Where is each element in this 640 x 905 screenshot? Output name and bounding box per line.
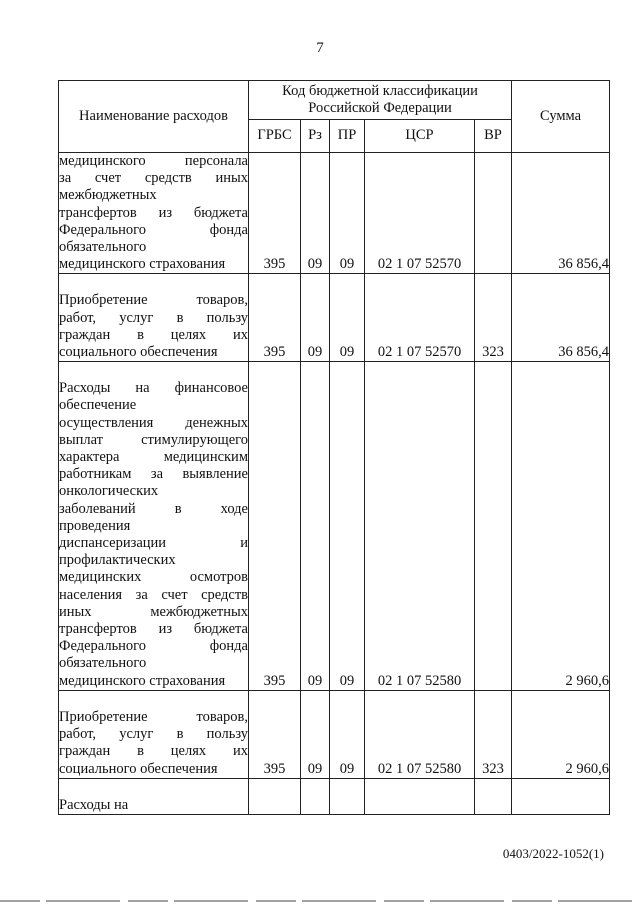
expense-name-line: за счет средств иных bbox=[59, 170, 248, 187]
table-row bbox=[59, 153, 610, 274]
csr-cell: 02 1 07 52580 bbox=[365, 690, 475, 778]
grbs-cell: 395 bbox=[249, 153, 301, 274]
expense-name-cell bbox=[59, 690, 249, 778]
grbs-cell: 395 bbox=[249, 274, 301, 362]
rz-cell: 09 bbox=[301, 153, 330, 274]
expense-name-line: медицинского персонала bbox=[59, 153, 248, 169]
expense-name-line: работ, услуг в пользу bbox=[59, 726, 248, 743]
table-row bbox=[59, 690, 610, 778]
expense-name-line: социального обеспечения bbox=[59, 344, 218, 361]
header-budget-code-line2: Российской Федерации bbox=[308, 100, 452, 116]
csr-cell: 02 1 07 52580 bbox=[365, 362, 475, 691]
csr-cell bbox=[365, 778, 475, 814]
scan-artifact-line bbox=[0, 900, 640, 902]
expense-name-line: обязательного bbox=[59, 239, 147, 256]
pr-cell: 09 bbox=[330, 153, 365, 274]
header-csr: ЦСР bbox=[365, 120, 475, 153]
header-budget-code-line1: Код бюджетной классификации bbox=[282, 83, 478, 99]
budget-table bbox=[58, 80, 610, 815]
expense-name-line: населения за счет средств bbox=[59, 586, 248, 603]
table-row bbox=[59, 362, 610, 691]
rz-cell: 09 bbox=[301, 274, 330, 362]
vr-cell: 323 bbox=[475, 274, 512, 362]
expense-name-line: Расходы на финансовое bbox=[59, 380, 248, 397]
sum-cell: 36 856,4 bbox=[512, 274, 610, 362]
pr-cell: 09 bbox=[330, 274, 365, 362]
expense-name-line: обеспечение bbox=[59, 397, 137, 414]
expense-name-line: характера медицинским bbox=[59, 449, 248, 466]
expense-name-line: онкологических bbox=[59, 483, 159, 500]
expense-name-line: граждан в целях их bbox=[59, 326, 248, 343]
sum-cell bbox=[512, 778, 610, 814]
table-row bbox=[59, 274, 610, 362]
expense-name-line: выплат стимулирующего bbox=[59, 431, 248, 448]
expense-name-cell bbox=[59, 778, 249, 814]
expense-name-line: работникам за выявление bbox=[59, 466, 248, 483]
expense-name-line: трансфертов из бюджета bbox=[59, 621, 248, 638]
sum-cell: 36 856,4 bbox=[512, 153, 610, 274]
row-spacer bbox=[59, 274, 248, 292]
sum-cell: 2 960,6 bbox=[512, 690, 610, 778]
expense-name-line: осуществления денежных bbox=[59, 414, 248, 431]
expense-name-line: медицинских осмотров bbox=[59, 569, 248, 586]
document-code: 0403/2022-1052(1) bbox=[502, 846, 604, 861]
table-row bbox=[59, 778, 610, 814]
rz-cell: 09 bbox=[301, 690, 330, 778]
expense-name-line: Приобретение товаров, bbox=[59, 292, 248, 309]
expense-name-cell bbox=[59, 274, 249, 362]
expense-name-line: Федерального фонда bbox=[59, 638, 248, 655]
vr-cell bbox=[475, 153, 512, 274]
expense-name-line: диспансеризации и bbox=[59, 535, 248, 552]
header-pr: ПР bbox=[330, 120, 365, 153]
expense-name-line: заболеваний в ходе bbox=[59, 500, 248, 517]
page-number: 7 bbox=[316, 40, 324, 56]
expense-name-line: медицинского страхования bbox=[59, 256, 226, 273]
rz-cell bbox=[301, 778, 330, 814]
table-body bbox=[59, 153, 610, 815]
header-budget-code-group bbox=[249, 81, 512, 120]
grbs-cell: 395 bbox=[249, 362, 301, 691]
expense-name-line: проведения bbox=[59, 517, 131, 534]
row-spacer bbox=[59, 691, 248, 709]
vr-cell: 323 bbox=[475, 690, 512, 778]
header-vr: ВР bbox=[475, 120, 512, 153]
vr-cell bbox=[475, 778, 512, 814]
row-spacer bbox=[59, 779, 248, 797]
pr-cell: 09 bbox=[330, 362, 365, 691]
expense-name-line: Расходы на bbox=[59, 796, 129, 813]
header-sum: Сумма bbox=[512, 81, 610, 153]
csr-cell: 02 1 07 52570 bbox=[365, 153, 475, 274]
expense-name-line: Приобретение товаров, bbox=[59, 708, 248, 725]
header-expense-name: Наименование расходов bbox=[59, 81, 249, 153]
rz-cell: 09 bbox=[301, 362, 330, 691]
expense-name-line: иных межбюджетных bbox=[59, 603, 248, 620]
grbs-cell: 395 bbox=[249, 690, 301, 778]
vr-cell bbox=[475, 362, 512, 691]
expense-name-line: профилактических bbox=[59, 552, 176, 569]
expense-name-cell bbox=[59, 153, 249, 274]
expense-name-line: Федерального фонда bbox=[59, 221, 248, 238]
expense-name-line: медицинского страхования bbox=[59, 672, 226, 689]
expense-name-cell bbox=[59, 362, 249, 691]
row-spacer bbox=[59, 362, 248, 380]
csr-cell: 02 1 07 52570 bbox=[365, 274, 475, 362]
header-grbs: ГРБС bbox=[249, 120, 301, 153]
expense-name-line: межбюджетных bbox=[59, 187, 157, 204]
grbs-cell bbox=[249, 778, 301, 814]
header-rz: Рз bbox=[301, 120, 330, 153]
pr-cell bbox=[330, 778, 365, 814]
expense-name-line: обязательного bbox=[59, 655, 147, 672]
expense-name-line: трансфертов из бюджета bbox=[59, 204, 248, 221]
expense-name-line: работ, услуг в пользу bbox=[59, 309, 248, 326]
expense-name-line: граждан в целях их bbox=[59, 743, 248, 760]
expense-name-line: социального обеспечения bbox=[59, 760, 218, 777]
pr-cell: 09 bbox=[330, 690, 365, 778]
sum-cell: 2 960,6 bbox=[512, 362, 610, 691]
